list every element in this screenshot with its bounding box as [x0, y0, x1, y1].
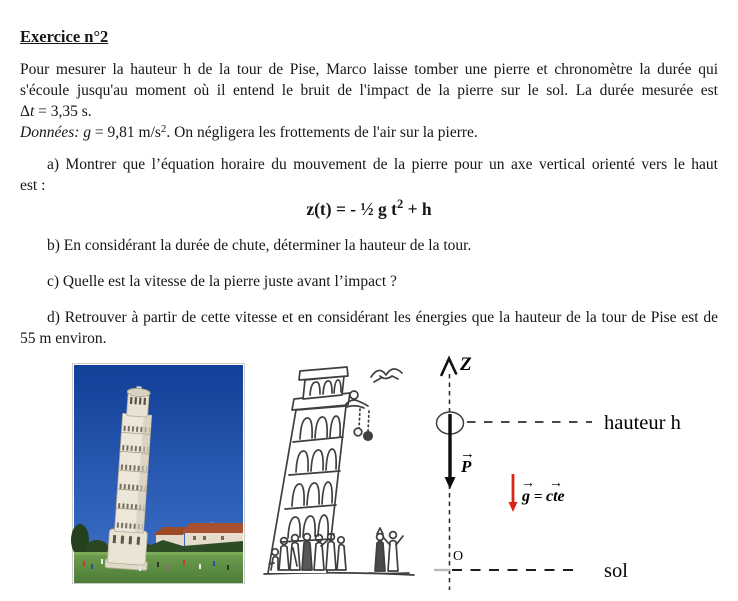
intro-line-4 [20, 122, 718, 145]
figures-row [0, 346, 738, 601]
lawn [74, 552, 243, 583]
delta-t-value: = 3,35 s. [34, 103, 92, 120]
axis-z-label: Z [460, 354, 472, 375]
constant-label: cte [546, 488, 565, 505]
delta-symbol: Δ [20, 103, 30, 120]
intro-line-1: Pour mesurer la hauteur h de la tour de Pise, Marco laisse tomber une pierre et chronomètre la durée qui [20, 61, 718, 78]
gravity-arrowhead [509, 502, 518, 512]
weight-label: P [461, 457, 472, 476]
z-axis-arrowhead [442, 359, 457, 376]
question-b: b) En considérant la durée de chute, déterminer la hauteur de la tour. [47, 237, 472, 254]
donnees-label: Données: [20, 124, 80, 141]
motion-equation [20, 197, 718, 223]
intro-line-2: s'écoule jusqu'au moment où il entend le bruit de l'impact de la pierre sur le sol. La durée mesurée est [20, 82, 718, 99]
height-label: hauteur h [604, 412, 681, 434]
pisa-drop-cartoon [262, 362, 420, 590]
ground-label: sol [604, 560, 628, 582]
origin-label: O [453, 549, 464, 564]
bird-icon [371, 369, 402, 382]
question-d-line-2: 55 m environ. [20, 330, 107, 347]
intro-line-3 [20, 101, 718, 122]
weight-vector-arrow: → [460, 446, 475, 462]
gravity-vector-arrow: → [521, 476, 535, 491]
equation-exponent: 2 [396, 197, 404, 211]
free-fall-diagram [433, 348, 733, 598]
gravity-exponent: 2 [160, 123, 167, 135]
gravity-symbol: g [79, 124, 92, 141]
onlookers-right [369, 528, 409, 574]
intro-paragraph [20, 59, 718, 145]
time-variable: t [29, 103, 35, 120]
question-a-line-1: a) Montrer que l’équation horaire du mouvement de la pierre pour un axe vertical orienté vers le haut [47, 156, 718, 173]
gravity-label: g [522, 488, 530, 505]
gravity-value: = 9,81 m/s [91, 124, 161, 141]
equals-sign: = [534, 489, 543, 505]
pisa-tower-photo [71, 362, 246, 585]
question-c: c) Quelle est la vitesse de la pierre juste avant l’impact ? [47, 273, 397, 290]
weight-vector-arrowhead [445, 477, 456, 489]
question-a-line-2: est : [20, 177, 46, 194]
equation-lhs: z(t) = - ½ g t [306, 199, 397, 219]
question-a [20, 154, 718, 196]
constant-vector-arrow: → [549, 476, 563, 491]
equation-rhs: + h [403, 199, 432, 219]
question-d-line-1: d) Retrouver à partir de cette vitesse et en considérant les énergies que la hauteur de la tour de Pise est de [47, 309, 718, 326]
exercise-title: Exercice n°2 [20, 27, 109, 46]
question-d [20, 307, 718, 349]
donnees-rest: . On négligera les frottements de l'air sur la pierre. [166, 124, 478, 141]
